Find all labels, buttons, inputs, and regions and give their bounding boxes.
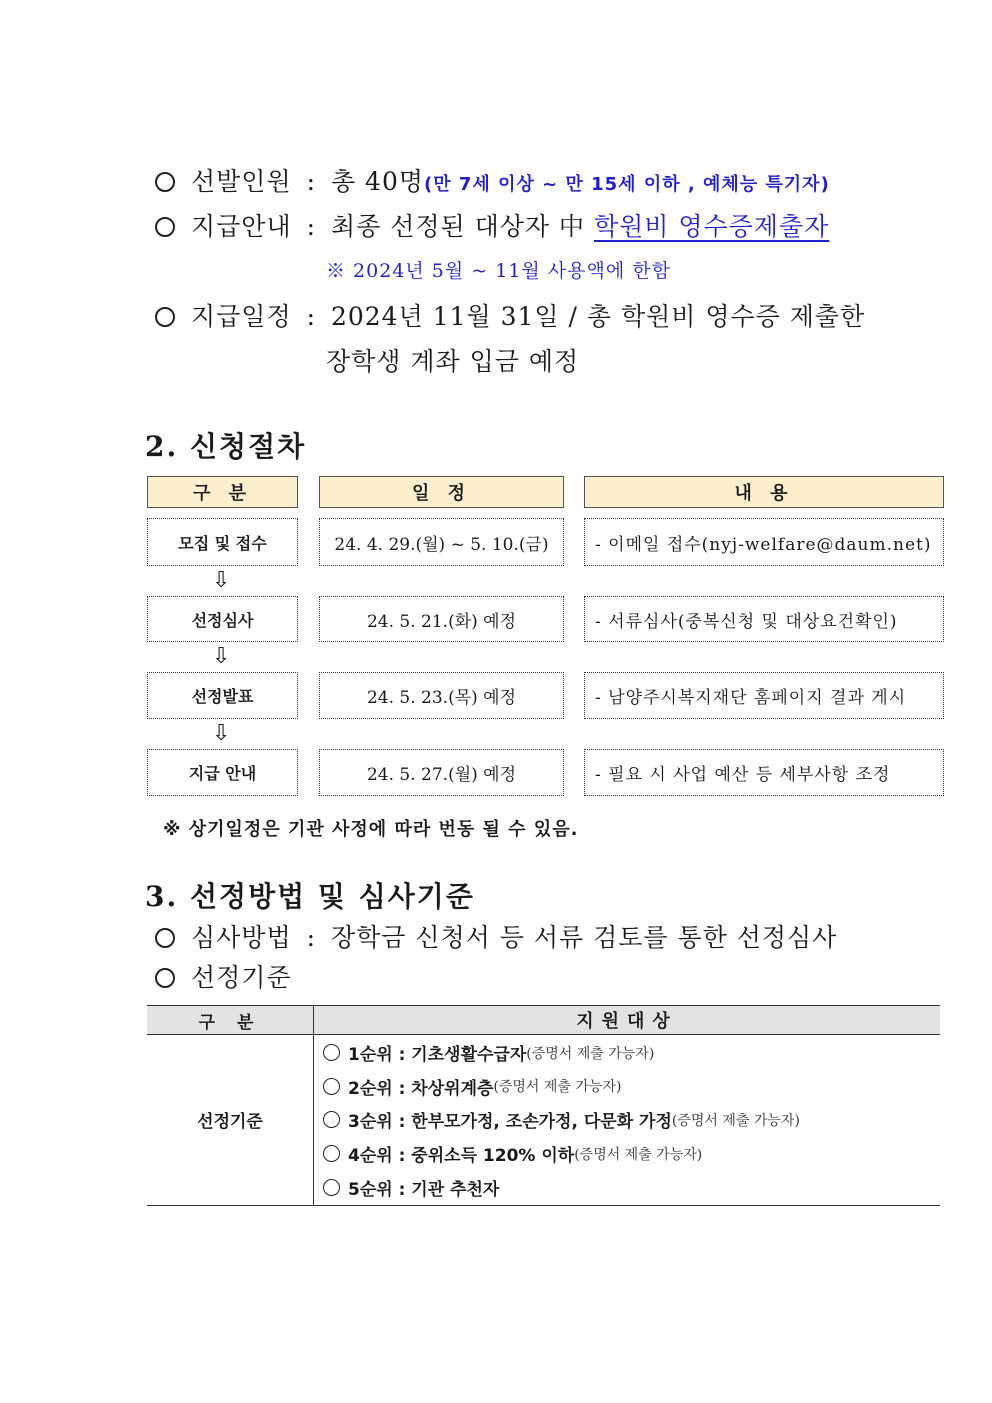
step-name: 선정심사 xyxy=(147,596,298,642)
rank-sub: (증명서 제출 가능자) xyxy=(493,1079,622,1096)
criteria-table xyxy=(147,1005,940,1206)
rank-sub: (증명서 제출 가능자) xyxy=(526,1045,655,1062)
circle-bullet-icon xyxy=(155,172,175,192)
list-item xyxy=(315,1036,939,1070)
info-line-recruit xyxy=(155,162,830,198)
step-desc: - 서류심사(중복신청 및 대상요건확인) xyxy=(584,596,944,642)
list-item xyxy=(315,1103,939,1137)
payment-highlight: 학원비 영수증제출자 xyxy=(593,212,830,241)
down-arrow-icon: ⇩ xyxy=(212,721,231,746)
section2-title: 2. 신청절차 xyxy=(145,430,307,463)
circle-bullet-icon xyxy=(323,1179,340,1196)
schedule-continued: 장학생 계좌 입금 예정 xyxy=(326,347,580,376)
schedule-value: 2024년 11월 31일 / 총 학원비 영수증 제출한 xyxy=(330,302,866,331)
header-content: 내 용 xyxy=(584,476,944,508)
step-date: 24. 4. 29.(월) ~ 5. 10.(금) xyxy=(319,518,564,566)
step-name: 선정발표 xyxy=(147,672,298,719)
table-row xyxy=(147,1035,940,1206)
criteria-items xyxy=(314,1035,941,1206)
payment-sep: : xyxy=(306,212,316,241)
rank-text: 5순위 : 기관 추천자 xyxy=(348,1179,500,1200)
method-label: 심사방법 xyxy=(191,923,292,952)
recruit-sep: : xyxy=(306,167,316,196)
step-name: 모집 및 접수 xyxy=(147,518,298,566)
payment-value: 최종 선정된 대상자 中 xyxy=(330,212,594,241)
info-line-method xyxy=(155,918,837,954)
rank-text: 3순위 : 한부모가정, 조손가정, 다문화 가정 xyxy=(348,1112,672,1133)
step-desc: - 남양주시복지재단 홈페이지 결과 게시 xyxy=(584,672,944,719)
list-item xyxy=(315,1170,939,1204)
criteria-label: 선정기준 xyxy=(191,963,292,992)
list-item xyxy=(315,1070,939,1104)
rank-sub: (증명서 제출 가능자) xyxy=(574,1146,703,1163)
info-line-criteria xyxy=(155,958,292,994)
payment-note: ※ 2024년 5월 ~ 11월 사용액에 한함 xyxy=(326,260,671,282)
rank-sub: (증명서 제출 가능자) xyxy=(671,1112,800,1129)
payment-label: 지급안내 xyxy=(191,212,292,241)
circle-bullet-icon xyxy=(155,217,175,237)
info-line-payment xyxy=(155,207,829,243)
down-arrow-icon: ⇩ xyxy=(212,568,231,593)
method-sep: : xyxy=(306,923,316,952)
method-value: 장학금 신청서 등 서류 검토를 통한 선정심사 xyxy=(330,923,838,952)
table-header-category: 구 분 xyxy=(147,1006,314,1035)
down-arrow-icon: ⇩ xyxy=(212,644,231,669)
rank-text: 2순위 : 차상위계층 xyxy=(348,1078,494,1099)
rank-text: 1순위 : 기초생활수급자 xyxy=(348,1045,527,1066)
step-name: 지급 안내 xyxy=(147,749,298,796)
schedule-label: 지급일정 xyxy=(191,302,292,331)
recruit-label: 선발인원 xyxy=(191,167,292,196)
circle-bullet-icon xyxy=(323,1111,340,1128)
step-date: 24. 5. 21.(화) 예정 xyxy=(319,596,564,642)
schedule-change-note: ※ 상기일정은 기관 사정에 따라 번동 될 수 있음. xyxy=(163,819,579,840)
criteria-row-label: 선정기준 xyxy=(147,1035,314,1206)
schedule-sep: : xyxy=(306,302,316,331)
circle-bullet-icon xyxy=(155,307,175,327)
step-desc: - 필요 시 사업 예산 등 세부사항 조정 xyxy=(584,749,944,796)
rank-text: 4순위 : 중위소득 120% 이하 xyxy=(348,1146,575,1167)
step-date: 24. 5. 27.(월) 예정 xyxy=(319,749,564,796)
recruit-note: (만 7세 이상 ~ 만 15세 이하 , 예체능 특기자) xyxy=(424,174,830,195)
list-item xyxy=(315,1137,939,1171)
step-desc: - 이메일 접수(nyj-welfare@daum.net) xyxy=(584,518,944,566)
header-schedule: 일 정 xyxy=(319,476,564,508)
table-header-row xyxy=(147,1006,940,1035)
header-category: 구 분 xyxy=(147,476,298,508)
circle-bullet-icon xyxy=(323,1078,340,1095)
step-date: 24. 5. 23.(목) 예정 xyxy=(319,672,564,719)
circle-bullet-icon xyxy=(155,968,175,988)
info-line-schedule xyxy=(155,297,865,333)
circle-bullet-icon xyxy=(323,1044,340,1061)
section3-title: 3. 선정방법 및 심사기준 xyxy=(145,880,475,913)
circle-bullet-icon xyxy=(323,1145,340,1162)
recruit-value: 총 40명 xyxy=(330,167,425,196)
circle-bullet-icon xyxy=(155,928,175,948)
table-header-target: 지원대상 xyxy=(314,1006,941,1035)
